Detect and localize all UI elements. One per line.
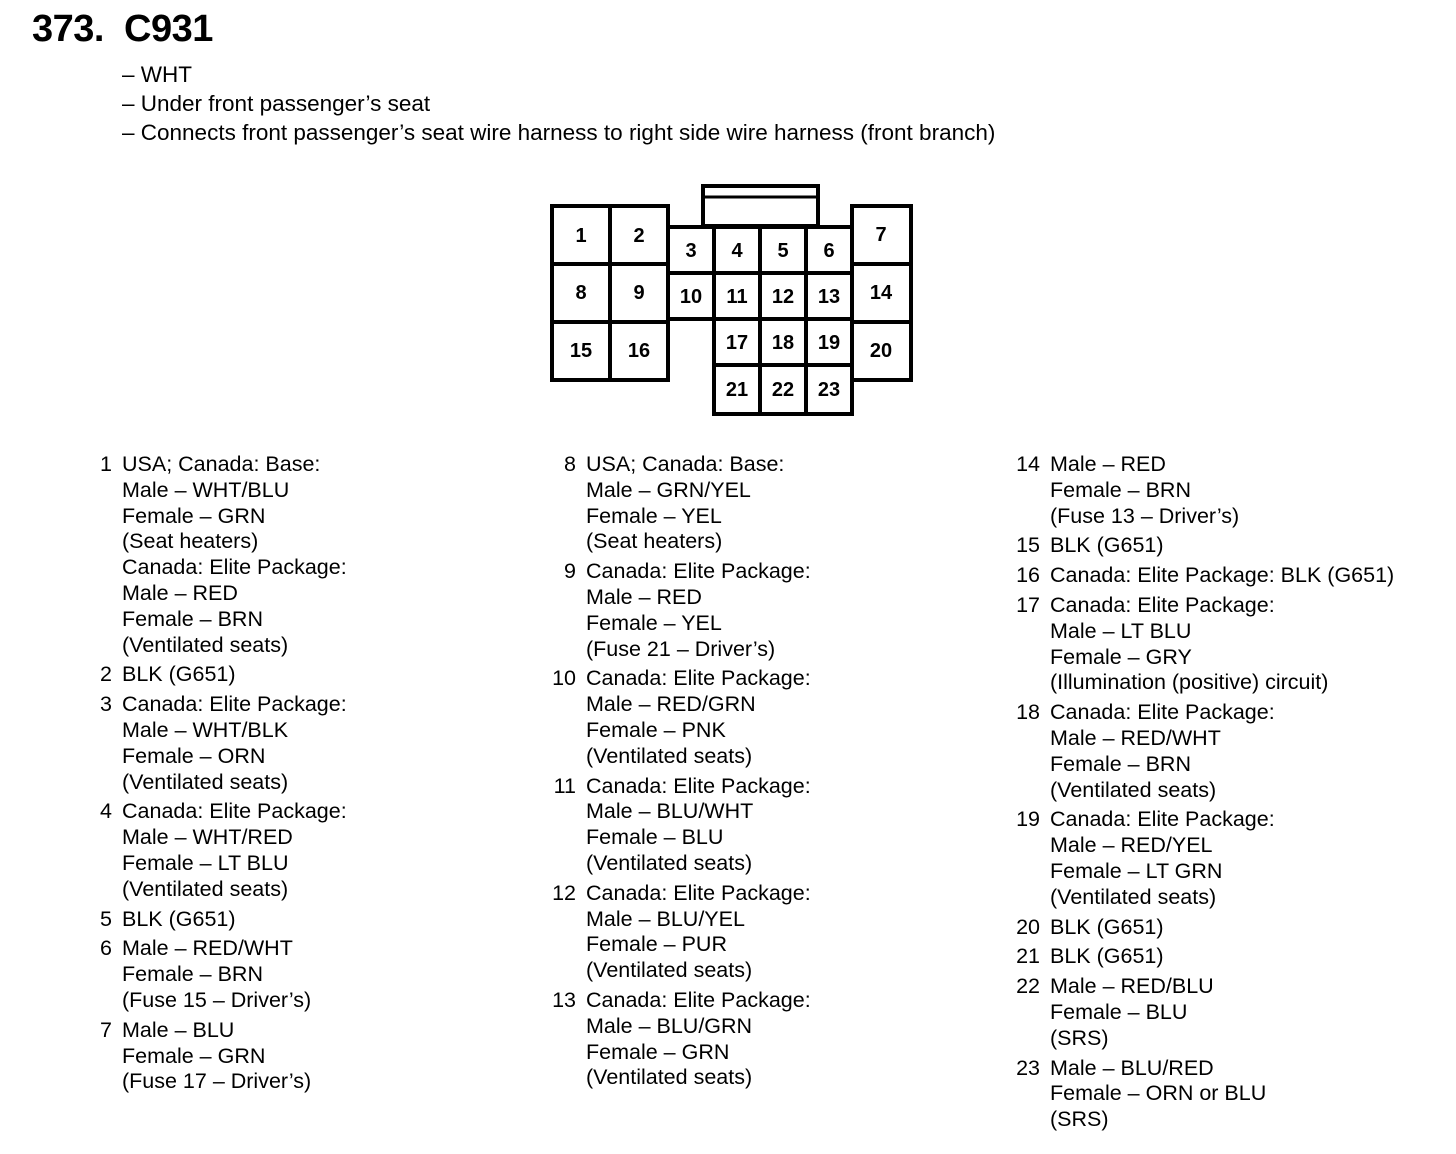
pin-description-line: Canada: Elite Package: xyxy=(586,666,811,691)
pin-number: 18 xyxy=(1016,700,1040,725)
pin-description-line: BLK (G651) xyxy=(122,906,236,931)
pin-entry-5 xyxy=(86,907,347,933)
pin-description-line: (Ventilated seats) xyxy=(122,876,289,901)
pin-description-line: Male – RED/BLU xyxy=(1050,974,1214,999)
pin-description-line: Female – BRN xyxy=(1050,751,1191,776)
pin-description-line: Male – RED/YEL xyxy=(1050,833,1213,858)
pin-description-line: Female – BRN xyxy=(1050,477,1191,502)
pin-description-line: (Ventilated seats) xyxy=(586,850,753,875)
pin-description-line: BLK (G651) xyxy=(1050,914,1164,939)
pin-label-14: 14 xyxy=(869,282,893,304)
pin-description-line: Female – BLU xyxy=(1050,999,1188,1024)
pin-label-13: 13 xyxy=(817,286,841,308)
pin-number: 19 xyxy=(1016,807,1040,832)
pin-number: 9 xyxy=(564,559,576,584)
pin-description-line: Canada: Elite Package: xyxy=(122,555,347,580)
pin-description-line: Male – RED xyxy=(1050,452,1166,476)
detail-color: – WHT xyxy=(122,62,192,87)
pin-entry-8 xyxy=(550,452,811,555)
pin-number: 21 xyxy=(1016,944,1040,969)
pin-description-line: Male – RED/GRN xyxy=(586,692,756,717)
locking-tab xyxy=(703,186,818,226)
pin-label-9: 9 xyxy=(633,282,645,304)
pin-description-line: Female – BLU xyxy=(586,825,724,850)
pin-entry-2 xyxy=(86,662,347,688)
pin-entry-18 xyxy=(1014,700,1394,803)
pin-description-line: (Seat heaters) xyxy=(586,529,723,554)
pin-number: 12 xyxy=(552,880,576,905)
pin-description-line: (SRS) xyxy=(1050,1025,1109,1050)
pin-label-22: 22 xyxy=(771,379,795,401)
pin-entry-22 xyxy=(1014,974,1394,1051)
pin-description-line: Female – BRN xyxy=(122,606,263,631)
pin-description-line: Male – BLU/YEL xyxy=(586,906,745,931)
pin-entry-21 xyxy=(1014,944,1394,970)
pin-number: 11 xyxy=(553,773,576,798)
pin-label-20: 20 xyxy=(869,340,893,362)
pin-label-2: 2 xyxy=(633,225,645,247)
pin-description-line: Canada: Elite Package: BLK (G651) xyxy=(1050,563,1395,588)
pin-description-line: (Fuse 13 – Driver’s) xyxy=(1050,503,1240,528)
pin-description-line: (Illumination (positive) circuit) xyxy=(1050,670,1329,695)
pin-label-11: 11 xyxy=(726,286,748,308)
pin-label-21: 21 xyxy=(725,379,749,401)
pin-description-line: USA; Canada: Base: xyxy=(122,452,321,476)
pin-description-line: (Ventilated seats) xyxy=(122,632,289,657)
pin-number: 7 xyxy=(100,1017,112,1042)
pin-description-line: Canada: Elite Package: xyxy=(122,799,347,824)
pin-number: 10 xyxy=(552,666,576,691)
pin-entry-17 xyxy=(1014,593,1394,696)
pin-description-line: (Seat heaters) xyxy=(122,529,259,554)
pin-label-5: 5 xyxy=(777,240,789,262)
pin-number: 23 xyxy=(1016,1055,1040,1080)
pin-label-10: 10 xyxy=(679,286,703,308)
pin-label-7: 7 xyxy=(875,224,887,246)
pin-description-line: Canada: Elite Package: xyxy=(1050,807,1275,832)
pin-description-line: Female – ORN or BLU xyxy=(1050,1081,1267,1106)
pin-number: 22 xyxy=(1016,974,1040,999)
pin-entry-1 xyxy=(86,452,347,658)
connector-face-diagram xyxy=(0,0,1456,460)
pin-description-line: Female – YEL xyxy=(586,503,722,528)
pin-entry-10 xyxy=(550,666,811,769)
pin-entry-19 xyxy=(1014,807,1394,910)
pin-description-line: Canada: Elite Package: xyxy=(586,559,811,584)
pin-description-line: BLK (G651) xyxy=(122,662,236,687)
pin-description-line: Female – GRN xyxy=(122,503,266,528)
pin-description-line: (Fuse 15 – Driver’s) xyxy=(122,987,312,1012)
pin-description-line: Male – RED xyxy=(586,584,702,609)
pin-description-line: (Ventilated seats) xyxy=(122,769,289,794)
pin-number: 14 xyxy=(1016,452,1040,476)
pin-entry-23 xyxy=(1014,1056,1394,1133)
pin-label-23: 23 xyxy=(817,379,841,401)
pin-description-line: Female – ORN xyxy=(122,743,266,768)
pin-description-line: (SRS) xyxy=(1050,1107,1109,1132)
pin-number: 20 xyxy=(1016,914,1040,939)
pin-number: 13 xyxy=(552,987,576,1012)
pin-description-line: Male – GRN/YEL xyxy=(586,477,751,502)
pin-label-19: 19 xyxy=(817,332,841,354)
pin-description-line: Male – BLU/GRN xyxy=(586,1013,753,1038)
pin-number: 5 xyxy=(100,906,112,931)
pin-description-line: (Ventilated seats) xyxy=(1050,777,1217,802)
detail-connects: – Connects front passenger’s seat wire harness to right side wire harness (front branch) xyxy=(122,120,996,145)
pin-entry-15 xyxy=(1014,533,1394,559)
pin-number: 4 xyxy=(100,799,112,824)
pin-description-line: BLK (G651) xyxy=(1050,944,1164,969)
pin-description-line: Female – GRY xyxy=(1050,644,1192,669)
pin-description-line: (Ventilated seats) xyxy=(586,958,753,983)
pin-description-line: Female – GRN xyxy=(122,1043,266,1068)
pin-description-line: Canada: Elite Package: xyxy=(122,692,347,717)
pin-description-line: BLK (G651) xyxy=(1050,533,1164,558)
pin-label-3: 3 xyxy=(685,240,697,262)
pin-description-line: Female – PNK xyxy=(586,717,726,742)
pin-description-line: Canada: Elite Package: xyxy=(586,773,811,798)
pin-number: 2 xyxy=(100,662,112,687)
pin-entry-13 xyxy=(550,988,811,1091)
pin-description-line: Canada: Elite Package: xyxy=(1050,592,1275,617)
pin-description-line: Female – BRN xyxy=(122,962,263,987)
pin-list-column-2 xyxy=(550,452,811,1095)
pin-entry-12 xyxy=(550,881,811,984)
pin-description-line: Female – LT GRN xyxy=(1050,858,1223,883)
connector-code: C931 xyxy=(124,8,213,50)
pin-entry-4 xyxy=(86,799,347,902)
pin-description-line: (Fuse 17 – Driver’s) xyxy=(122,1069,312,1094)
pin-description-line: Male – RED/WHT xyxy=(122,936,293,961)
pin-description-line: Female – LT BLU xyxy=(122,850,289,875)
pin-description-line: Male – WHT/BLU xyxy=(122,477,290,502)
pin-description-line: Female – YEL xyxy=(586,610,722,635)
pin-label-15: 15 xyxy=(569,340,593,362)
pin-list-column-1 xyxy=(86,452,347,1099)
pin-label-4: 4 xyxy=(731,240,743,262)
pin-entry-14 xyxy=(1014,452,1394,529)
pin-number: 1 xyxy=(100,452,112,476)
pin-description-line: Male – LT BLU xyxy=(1050,618,1192,643)
pin-description-line: Canada: Elite Package: xyxy=(586,987,811,1012)
pin-number: 8 xyxy=(564,452,576,476)
pin-description-line: (Ventilated seats) xyxy=(586,743,753,768)
pin-entry-16 xyxy=(1014,563,1394,589)
pin-entry-6 xyxy=(86,936,347,1013)
pin-description-line: Male – WHT/BLK xyxy=(122,717,289,742)
pin-description-line: (Ventilated seats) xyxy=(586,1065,753,1090)
pin-description-line: Male – WHT/RED xyxy=(122,825,293,850)
pin-entry-20 xyxy=(1014,915,1394,941)
pin-label-8: 8 xyxy=(575,282,587,304)
pin-description-line: (Fuse 21 – Driver’s) xyxy=(586,636,776,661)
pin-description-line: Canada: Elite Package: xyxy=(586,880,811,905)
pin-description-line: Female – PUR xyxy=(586,932,727,957)
detail-location: – Under front passenger’s seat xyxy=(122,91,431,116)
pin-description-line: Female – GRN xyxy=(586,1039,730,1064)
pin-number: 15 xyxy=(1016,533,1040,558)
pin-number: 17 xyxy=(1016,592,1040,617)
pin-number: 16 xyxy=(1016,563,1040,588)
pin-description-line: Male – RED xyxy=(122,580,238,605)
pin-description-line: (Ventilated seats) xyxy=(1050,884,1217,909)
pin-label-17: 17 xyxy=(725,332,749,354)
pin-description-line: Canada: Elite Package: xyxy=(1050,700,1275,725)
pin-label-18: 18 xyxy=(771,332,795,354)
pin-label-12: 12 xyxy=(771,286,795,308)
pin-entry-9 xyxy=(550,559,811,662)
pin-description-line: Male – BLU/RED xyxy=(1050,1055,1214,1080)
pin-description-line: Male – BLU/WHT xyxy=(586,799,754,824)
pin-entry-3 xyxy=(86,692,347,795)
pin-description-line: USA; Canada: Base: xyxy=(586,452,785,476)
pin-entry-7 xyxy=(86,1018,347,1095)
pin-description-line: Male – BLU xyxy=(122,1017,235,1042)
pin-label-6: 6 xyxy=(823,240,835,262)
pin-list-column-3 xyxy=(1014,452,1394,1137)
pin-label-16: 16 xyxy=(627,340,651,362)
connector-number: 373. xyxy=(32,8,104,50)
pin-number: 3 xyxy=(100,692,112,717)
pin-entry-11 xyxy=(550,774,811,877)
pin-number: 6 xyxy=(100,936,112,961)
pin-label-1: 1 xyxy=(575,225,587,247)
pin-description-line: Male – RED/WHT xyxy=(1050,725,1221,750)
